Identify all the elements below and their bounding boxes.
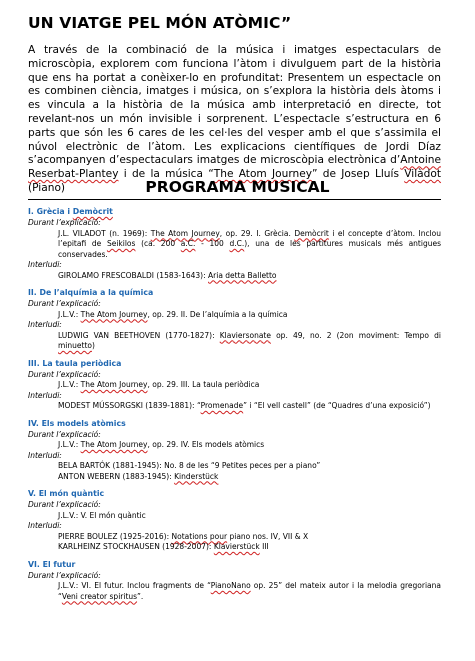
text-run: III. La taula periòdica [28,358,122,368]
section-label [28,391,441,402]
text-run: , op. 29. IV. Els models atòmics [147,440,265,449]
text-run: i de la música “ [118,168,214,181]
intro-paragraph [28,44,441,196]
text-run: op. 49, no. 2 (2on moviment: Tempo di [270,330,441,340]
program-section [28,358,441,412]
text-run: Durant l’explicació: [28,570,101,580]
program-section [28,488,441,553]
section-label [28,260,441,271]
text-run: BELA BARTÓK (1881-1945): No. 8 de les “9 Petites peces per a piano” [58,461,321,470]
text-run: Durant l’explicació: [28,500,101,509]
spellcheck-flagged-text: Veni creator spiritus [61,591,138,601]
spellcheck-flagged-text: Seikilos [106,239,136,248]
text-run: , op. 29. I. Grècia. [219,228,295,238]
text-run: KARLHEINZ STOCKHAUSEN (1928-2007): [58,542,214,551]
program-title: PROGRAMA MUSICAL [145,178,330,196]
text-run: - 100 [195,239,230,248]
text-run: (Piano) [28,181,66,194]
program-entry [28,472,441,483]
section-label [28,500,441,511]
spellcheck-flagged-text: Antoine Reserbat-Plantey [28,154,441,181]
spellcheck-flagged-text: Promenade [200,401,244,410]
program-entry [28,229,441,261]
text-run: J.L.V.: [58,440,81,449]
text-run: MODEST MÚSSORGSKI (1839-1881): “ [58,401,201,410]
program-section [28,206,441,281]
text-run: , op. 29. II. De l’alquímia a la química [147,309,288,319]
text-run: III [259,542,269,551]
program-entry [28,542,441,553]
program-entry [28,401,441,412]
section-label [28,370,441,381]
spellcheck-flagged-text: a.C. [180,239,196,248]
text-run: ) [91,341,95,350]
section-heading [28,358,441,369]
text-run: GIROLAMO FRESCOBALDI (1583-1643): [58,270,209,280]
program-section [28,287,441,352]
text-run: J.L.V.: [58,380,81,389]
spellcheck-flagged-text: Vilàdot [404,168,442,181]
section-label [28,451,441,462]
spellcheck-flagged-text: The Atom Journey [150,228,220,238]
spellcheck-flagged-text: PianoNano [210,581,251,590]
spellcheck-flagged-text: d.C. [229,239,245,248]
spellcheck-flagged-text: Klaviersonate [219,330,271,340]
text-run: IV. Els models atòmics [28,418,126,428]
text-run: Durant l’explicació: [28,299,101,308]
program-entry [28,331,441,352]
section-label [28,299,441,310]
text-run: Interludi: [28,320,62,329]
section-heading [28,488,441,499]
spellcheck-flagged-text: Demòcrit [72,207,113,216]
program-entry [28,511,441,522]
text-run: Durant l’explicació: [28,369,101,379]
text-run: ” i “El vell castell” (de “Quadres d’una exposició”) [243,401,431,410]
section-heading [28,559,441,570]
text-run: I. Grècia i [28,207,73,216]
document-title: UN VIATGE PEL MÓN ATÒMIC” [28,14,292,32]
spellcheck-flagged-text: Notations pour [171,531,228,541]
text-run: J.L. VILADOT (n. 1969): [58,228,151,238]
text-run: LUDWIG VAN BEETHOVEN (1770-1827): [58,330,220,340]
spellcheck-flagged-text: Demòcrit [294,228,329,238]
text-run: II. De l’alquímia a la química [28,288,154,297]
text-run: Durant l’explicació: [28,218,101,227]
text-run: i el concepte d’àtom. Inclou l’epitafi de [58,228,441,248]
program-entry [28,581,441,602]
section-label [28,521,441,532]
program-entry [28,271,441,282]
text-run: Interludi: [28,390,62,400]
text-run: (ca. 200 [135,239,181,248]
text-run: ), una de les partitures musicals més antigues conservades. [58,239,441,259]
text-run: VI. El futur [28,559,76,569]
text-run: Interludi: [28,450,62,460]
program-entry [28,532,441,543]
text-run: piano nos. IV, VII & X [227,531,309,541]
program-sections [28,206,441,608]
text-run: J.L.V.: V. El món quàntic [58,510,146,520]
text-run: ” de Josep Lluís [312,168,405,181]
text-run: Durant l’explicació: [28,429,101,439]
text-run: ”. [137,591,144,601]
section-label [28,218,441,229]
program-entry [28,440,441,451]
text-run: ANTON WEBERN (1883-1945): [58,471,175,481]
spellcheck-flagged-text: Aria detta Balletto [208,270,277,280]
section-label [28,320,441,331]
program-title-underline [28,199,441,200]
spellcheck-flagged-text: Klavierstück [213,542,260,551]
spellcheck-flagged-text: The Atom Journey [80,309,148,319]
spellcheck-flagged-text: The Atom Journey [80,380,148,389]
text-run: A través de la combinació de la música i imatges espectaculars de microscòpia, explorem com funciona l’àtom i divulguem part de la història que ens ha portat a conèixer-lo en profunditat: Presentem un espectacle on es combinen ciència, imatges i música, on s’explora la història dels àtoms i es vincula a la història de la música amb interpretació en directe, tot revelant-nos un món invisible i sorprenent. L’espectacle s’estructura en 6 parts que són les 6 cares de les cel·les del vesper amb el que s’assimila el núvol electrònic de l’àtom. Les explicacions científiques de Jordi Díaz s’acompanyen d’espectaculars imatges de microscòpia electrònica d’ [28,44,441,167]
text-run: , op. 29. III. La taula periòdica [147,380,260,389]
spellcheck-flagged-text: minuetto [58,341,92,350]
section-heading [28,287,441,298]
program-section [28,559,441,603]
text-run: PIERRE BOULEZ (1925-2016): [58,531,172,541]
text-run: Interludi: [28,260,62,269]
section-heading [28,418,441,429]
program-entry [28,380,441,391]
text-run: op. 25” del mateix autor i la melodia gregoriana “ [58,581,441,601]
text-run: J.L.V.: [58,309,81,319]
section-heading [28,206,441,217]
section-label [28,430,441,441]
text-run: J.L.V.: VI. El futur. Inclou fragments de “ [58,581,211,590]
spellcheck-flagged-text: The Atom Journey [80,440,148,449]
text-run: Interludi: [28,521,62,530]
program-entry [28,310,441,321]
program-entry [28,461,441,472]
spellcheck-flagged-text: The Atom Journey [213,168,313,181]
text-run: V. El món quàntic [28,489,105,498]
program-section [28,418,441,483]
section-label [28,571,441,582]
spellcheck-flagged-text: Kinderstück [174,471,219,481]
